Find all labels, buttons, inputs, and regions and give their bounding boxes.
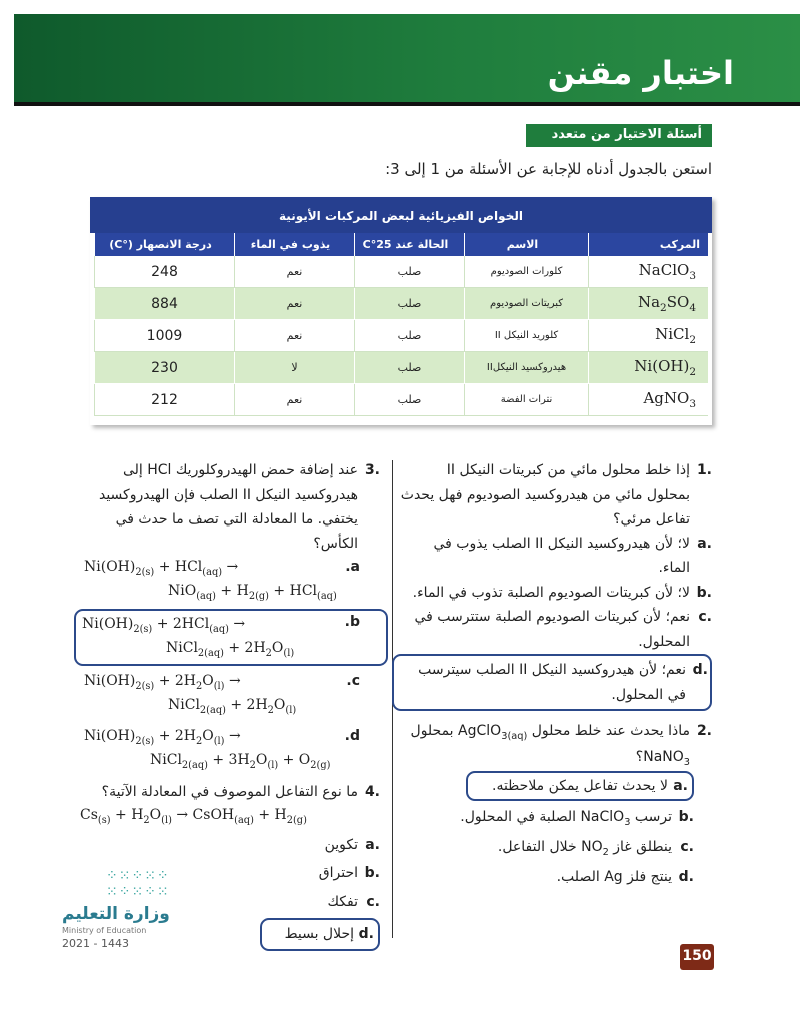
option-letter: b. xyxy=(678,809,694,826)
answer-option-selected[interactable] xyxy=(260,918,380,951)
option-letter: a. xyxy=(365,836,380,853)
formula-cell xyxy=(588,288,708,320)
option-text: تكوين xyxy=(324,836,358,853)
option-letter: c. xyxy=(698,609,712,625)
page-title: اختبار مقنن xyxy=(547,54,734,92)
answer-option[interactable] xyxy=(400,532,712,581)
col-header: يذوب في الماء xyxy=(234,233,354,256)
table-row xyxy=(94,288,708,320)
answer-option-selected[interactable] xyxy=(466,771,694,802)
option-letter: c. xyxy=(680,839,694,856)
page-number: 150 xyxy=(680,944,714,970)
soluble-cell: لا xyxy=(234,352,354,384)
name-cell: كلورات الصوديوم xyxy=(464,256,588,288)
section-label: أسئلة الاختيار من متعدد xyxy=(526,124,712,146)
table-row xyxy=(94,256,708,288)
question-number: 1. xyxy=(696,462,712,478)
melting-point-cell: 1009 xyxy=(94,320,234,352)
table-title: الخواص الفيزيائية لبعض المركبات الأيونية xyxy=(90,197,712,233)
option-text: لا؛ لأن هيدروكسيد النيكل II الصلب يذوب في الماء. xyxy=(433,535,690,576)
table-grid xyxy=(94,233,708,416)
name-cell: كبريتات الصوديوم xyxy=(464,288,588,320)
melting-point-cell: 212 xyxy=(94,384,234,416)
table-header-row xyxy=(94,233,708,256)
melting-point-cell: 248 xyxy=(94,256,234,288)
formula-text: $Ni(OH)_2$ xyxy=(634,357,696,378)
name-cell: كلوريد النيكل II xyxy=(464,320,588,352)
option-text: احتراق xyxy=(318,865,358,882)
answer-option-selected[interactable] xyxy=(74,609,388,666)
melting-point-cell: 884 xyxy=(94,288,234,320)
table-intro: استعن بالجدول أدناه للإجابة عن الأسئلة من 1 إلى 3: xyxy=(385,160,712,178)
equation-line: $NiO_{(aq)} + H_{2(g)} + HCl_{(aq)}$ xyxy=(168,583,337,603)
option-letter: .a xyxy=(345,559,360,575)
option-text: ينطلق غاز $NO_2$ خلال التفاعل. xyxy=(497,839,672,859)
option-text: نعم؛ لأن كبريتات الصوديوم الصلبة ستترسب في المحلول. xyxy=(414,609,690,650)
ministry-logo xyxy=(62,868,212,958)
formula-text: NiCl$_2$ xyxy=(655,325,696,346)
state-cell: صلب xyxy=(354,320,464,352)
question-text: ما نوع التفاعل الموصوف في المعادلة الآتية؟ xyxy=(101,783,358,800)
state-cell: صلب xyxy=(354,384,464,416)
option-text: لا يحدث تفاعل يمكن ملاحظته. xyxy=(492,777,668,794)
formula-cell xyxy=(588,352,708,384)
col-header: درجة الانصهار (°C) xyxy=(94,233,234,256)
col-header: الاسم xyxy=(464,233,588,256)
option-letter: .b xyxy=(344,613,360,630)
logo-english-text: Ministry of Education xyxy=(62,926,147,935)
option-text: ترسب NaClO$_3$ الصلبة في المحلول. xyxy=(460,809,672,829)
soluble-cell: نعم xyxy=(234,384,354,416)
question-stem xyxy=(80,780,380,805)
questions-right-column xyxy=(400,458,712,896)
answer-option[interactable] xyxy=(80,833,380,858)
answer-option[interactable] xyxy=(400,835,694,861)
table-row xyxy=(94,384,708,416)
question-stem xyxy=(400,719,712,771)
answer-option[interactable] xyxy=(400,865,694,890)
equation-line: $Ni(OH)_{2(s)} + 2H_2O_{(l)}$ → xyxy=(84,727,241,747)
question-number: 2. xyxy=(696,723,712,739)
soluble-cell: نعم xyxy=(234,256,354,288)
col-header: المركب xyxy=(588,233,708,256)
option-letter: b. xyxy=(696,584,712,601)
answer-option[interactable] xyxy=(80,670,380,719)
option-letter: d. xyxy=(358,926,374,943)
formula-cell xyxy=(588,256,708,288)
option-letter: d. xyxy=(678,869,694,886)
option-text: نعم؛ لأن هيدروكسيد النيكل II الصلب سيترسب في المحلول. xyxy=(418,662,686,703)
properties-table xyxy=(90,197,712,425)
option-letter: a. xyxy=(673,777,688,794)
formula-text: AgNO$_3$ xyxy=(643,389,696,410)
answer-option[interactable] xyxy=(80,556,380,605)
option-letter: b. xyxy=(364,865,380,882)
equation-line: $Ni(OH)_{2(s)} + HCl_{(aq)}$ → xyxy=(84,559,239,578)
answer-option-selected[interactable] xyxy=(392,654,712,711)
question-text: إذا خلط محلول مائي من كبريتات النيكل II بمحلول مائي من هيدروكسيد الصوديوم فهل يحدث تفاعل مرئي؟ xyxy=(400,462,690,527)
option-letter: a. xyxy=(697,535,712,552)
option-text: تفكك xyxy=(327,893,358,910)
state-cell: صلب xyxy=(354,256,464,288)
question-text: عند إضافة حمض الهيدروكلوريك HCl إلى هيدروكسيد النيكل II الصلب فإن الهيدروكسيد يختفي. ما المعادلة التي تصف ما حدث في الكأس؟ xyxy=(98,462,358,552)
option-text: ينتج فلز Ag الصلب. xyxy=(556,869,672,886)
formula-cell xyxy=(588,320,708,352)
question-3 xyxy=(80,458,380,774)
question-text: ماذا يحدث عند خلط محلول AgClO$_{3(aq)}$ بمحلول NaNO$_3$؟ xyxy=(410,723,690,768)
option-letter: c. xyxy=(366,893,380,910)
option-letter: .d xyxy=(344,727,360,744)
answer-option[interactable] xyxy=(80,725,380,774)
question-2 xyxy=(400,719,712,890)
table-row xyxy=(94,320,708,352)
formula-text: $Na_2SO_4$ xyxy=(637,293,696,314)
question-number: 4. xyxy=(364,783,380,800)
formula-cell xyxy=(588,384,708,416)
logo-year: 2021 - 1443 xyxy=(62,937,129,950)
logo-arabic-text: وزارة التعليم xyxy=(62,904,170,924)
option-text: إحلال بسيط xyxy=(284,926,354,943)
soluble-cell: نعم xyxy=(234,288,354,320)
table-row xyxy=(94,352,708,384)
col-header: الحالة عند 25°C xyxy=(354,233,464,256)
logo-dots-icon: ⁘⁙⁘⁙⁘ ⁙⁘⁙⁘⁙ xyxy=(106,868,170,900)
answer-option[interactable] xyxy=(400,581,712,606)
question-stem xyxy=(400,458,712,532)
equation-line: NiCl$_{2(aq)}$ + $2H_2O_{(l)}$ xyxy=(166,640,295,660)
soluble-cell: نعم xyxy=(234,320,354,352)
answer-option[interactable] xyxy=(400,605,712,654)
equation-line: NiCl$_{2(aq)}$ + $3H_2O_{(l)} + O_{2(g)}$ xyxy=(150,752,331,772)
reaction-equation: $Cs_{(s)} + H_2O_{(l)}$ → CsOH$_{(aq)}$ + $H_{2(g)}$ xyxy=(80,807,307,827)
answer-option[interactable] xyxy=(400,805,694,831)
section-underline xyxy=(526,145,712,147)
question-number: 3. xyxy=(364,462,380,478)
header-banner xyxy=(14,14,800,106)
state-cell: صلب xyxy=(354,288,464,320)
equation-line: $Ni(OH)_{2(s)} + 2HCl_{(aq)}$ → xyxy=(82,615,246,635)
melting-point-cell: 230 xyxy=(94,352,234,384)
state-cell: صلب xyxy=(354,352,464,384)
equation-line: NiCl$_{2(aq)}$ + $2H_2O_{(l)}$ xyxy=(168,697,297,717)
formula-text: NaClO$_3$ xyxy=(638,261,696,282)
equation-line: $Ni(OH)_{2(s)} + 2H_2O_{(l)}$ → xyxy=(84,672,241,692)
name-cell: نترات الفضة xyxy=(464,384,588,416)
option-text: لا؛ لأن كبريتات الصوديوم الصلبة تذوب في الماء. xyxy=(412,584,690,601)
question-stem xyxy=(80,458,380,556)
name-cell: هيدروكسيد النيكلII xyxy=(464,352,588,384)
question-1 xyxy=(400,458,712,711)
option-letter: d. xyxy=(692,662,708,678)
option-letter: .c xyxy=(346,672,360,689)
